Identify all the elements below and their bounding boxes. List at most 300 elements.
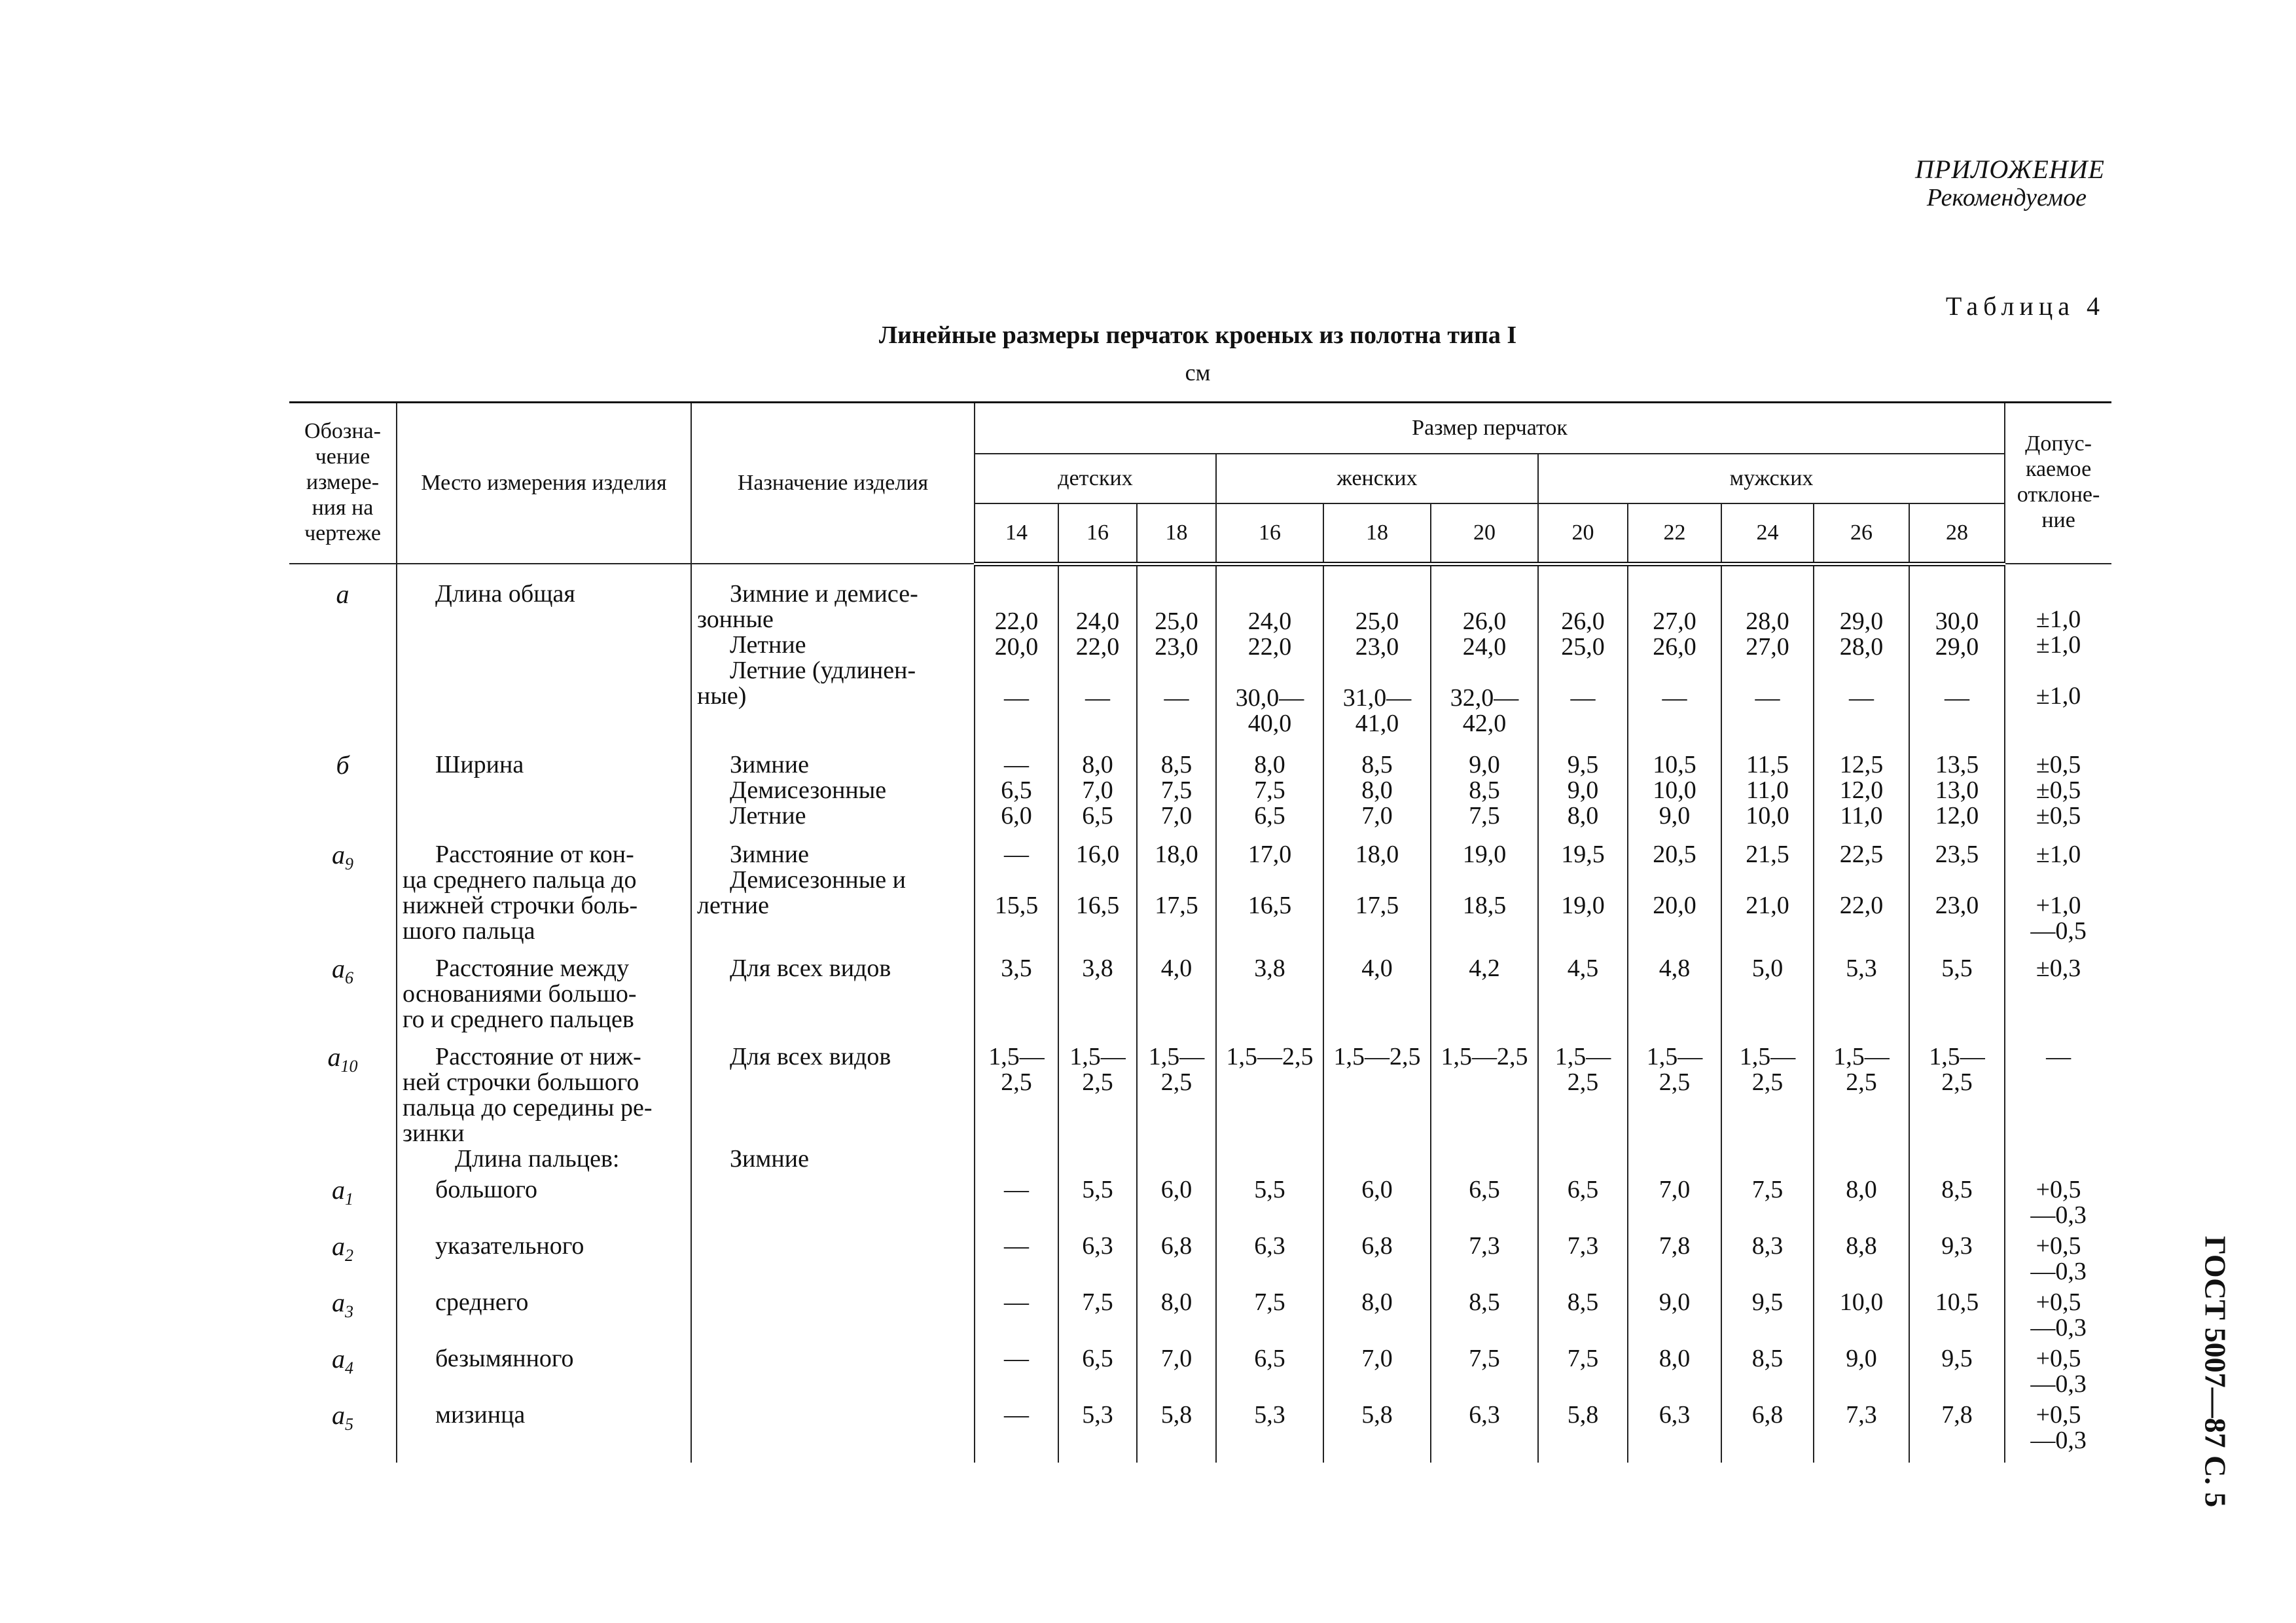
tolerance-value [2005, 867, 2111, 893]
size-value-cell [975, 564, 1058, 737]
size-value: 6,5 [1082, 801, 1113, 830]
tolerance-value: ±1,0 [2036, 606, 2081, 633]
header-place: Место измерения изделия [397, 403, 691, 564]
product-purpose [691, 737, 975, 829]
size-value-cell [975, 737, 1058, 829]
purpose-line [697, 1346, 974, 1372]
place-line: нижней строчки боль- [403, 891, 638, 919]
place-line: пальца до середины ре- [403, 1093, 653, 1122]
size-value: 25,0 [1561, 632, 1605, 661]
designation-symbol [289, 1341, 397, 1397]
size-value-cell [1814, 1341, 1909, 1397]
size-value [1814, 583, 1909, 609]
size-value-cell [1538, 1397, 1628, 1463]
size-value-cell [1814, 564, 1909, 737]
header-size-5: 20 [1431, 503, 1538, 564]
size-value: — [1004, 684, 1029, 712]
symbol-letter: a [332, 1400, 345, 1430]
product-purpose [691, 829, 975, 944]
tolerance-cell [2005, 737, 2111, 829]
size-value: 6,5 [1254, 1344, 1285, 1372]
size-value [1910, 711, 2004, 737]
size-value-cell [1538, 1341, 1628, 1397]
size-value: 2,5 [1160, 1068, 1193, 1096]
size-value: 29,0 [1935, 632, 1979, 661]
size-value: 10,0 [1653, 776, 1696, 804]
size-value: 22,0 [1075, 632, 1120, 661]
size-value-cell [1814, 1397, 1909, 1463]
size-value-cell [1628, 829, 1721, 944]
size-value: 40,0 [1247, 709, 1292, 737]
size-value-cell [1721, 1285, 1814, 1341]
size-value: — [1570, 684, 1596, 712]
size-value [1539, 583, 1627, 609]
size-value: 31,0— [1342, 684, 1412, 712]
symbol-subscript: 9 [345, 854, 353, 873]
size-value: 23,0 [1355, 632, 1399, 661]
dimensions-table [289, 401, 2111, 1463]
size-value: 4,0 [1361, 954, 1393, 982]
size-value: 5,3 [1082, 1400, 1113, 1429]
measurement-place [397, 944, 691, 1032]
header-size-3: 16 [1216, 503, 1323, 564]
size-value: 24,0 [1075, 607, 1120, 635]
symbol-letter: a [332, 1231, 345, 1261]
size-value: 6,5 [1567, 1175, 1599, 1203]
size-value: 1,5—2,5 [1441, 1042, 1528, 1070]
size-value: 5,3 [1846, 954, 1877, 982]
size-value: 8,8 [1846, 1231, 1877, 1260]
size-value [1910, 867, 2004, 893]
size-value: 11,5 [1746, 750, 1789, 778]
size-value: 5,8 [1361, 1400, 1393, 1429]
size-value-cell [1323, 564, 1431, 737]
place-line [403, 607, 691, 632]
size-value: 19,0 [1462, 840, 1507, 868]
symbol-letter: a [332, 1175, 345, 1205]
size-value: 8,0 [1361, 1288, 1393, 1316]
size-value-cell [1137, 564, 1216, 737]
size-value-cell [1431, 1285, 1538, 1341]
tolerance-value: —0,3 [2030, 1313, 2087, 1341]
purpose-line: Демисезонные [730, 776, 887, 804]
size-value: 9,0 [1659, 1288, 1691, 1316]
size-value: — [1945, 684, 1970, 712]
size-value: 22,0 [1247, 632, 1292, 661]
size-value: 23,0 [1935, 891, 1979, 919]
size-value: 24,0 [1247, 607, 1292, 635]
size-value-cell [1323, 1397, 1431, 1463]
size-value-cell [1628, 1285, 1721, 1341]
size-value-cell [1431, 1341, 1538, 1397]
size-value: 18,0 [1355, 840, 1399, 868]
size-value [1539, 711, 1627, 737]
size-value: 13,5 [1935, 750, 1979, 778]
size-value: 6,0 [1361, 1175, 1393, 1203]
size-value-cell [975, 829, 1058, 944]
size-value: 7,5 [1469, 1344, 1500, 1372]
purpose-line: Зимние [730, 840, 809, 868]
place-line: Длина общая [435, 580, 575, 608]
size-value [1431, 919, 1537, 944]
designation-symbol [289, 944, 397, 1032]
size-value: 8,5 [1567, 1288, 1599, 1316]
size-value: 7,5 [1160, 776, 1193, 804]
place-line: Расстояние от ниж- [435, 1042, 641, 1070]
size-value: 6,8 [1160, 1231, 1193, 1260]
size-value: 26,0 [1462, 607, 1507, 635]
size-value-cell [975, 1228, 1058, 1285]
size-value [1138, 660, 1215, 685]
size-value: 1,5— [1069, 1042, 1126, 1070]
designation-symbol [289, 1032, 397, 1172]
size-value-cell [1721, 1397, 1814, 1463]
size-value: — [1085, 684, 1110, 712]
size-value [975, 711, 1058, 737]
tolerance-cell [2005, 1285, 2111, 1341]
size-value: 25,0 [1155, 607, 1198, 635]
size-value: 9,5 [1751, 1288, 1784, 1316]
place-line: среднего [435, 1288, 529, 1316]
tolerance-value: —0,5 [2030, 917, 2087, 945]
purpose-line: Для всех видов [730, 1042, 891, 1070]
size-value [1910, 583, 2004, 609]
size-value: 20,0 [1653, 891, 1696, 919]
size-value-cell [1814, 1032, 1909, 1172]
size-value-cell [1058, 737, 1137, 829]
size-value: 10,0 [1746, 801, 1789, 830]
place-line [403, 658, 691, 684]
size-value: 23,0 [1155, 632, 1198, 661]
symbol-letter: a [332, 1287, 345, 1317]
designation-symbol [289, 1172, 397, 1228]
purpose-line [697, 919, 974, 944]
size-value-cell [1431, 1172, 1538, 1228]
header-group-women: женских [1216, 454, 1538, 503]
size-value-cell [1058, 1172, 1137, 1228]
size-value [1059, 867, 1136, 893]
purpose-line: зонные [697, 606, 774, 633]
size-value-cell [1431, 1397, 1538, 1463]
table-row [289, 1172, 2111, 1228]
size-value [1138, 711, 1215, 737]
size-value: 2,5 [1751, 1068, 1784, 1096]
tolerance-value: —0,3 [2030, 1370, 2087, 1398]
size-value: — [1004, 840, 1029, 868]
side-running-header [2189, 1198, 2242, 1545]
header-size-8: 24 [1721, 503, 1814, 564]
size-value: 25,0 [1355, 607, 1399, 635]
size-value: 7,8 [1659, 1231, 1691, 1260]
size-value [1217, 660, 1323, 685]
size-value-cell [1628, 1341, 1721, 1397]
tolerance-value: +0,5 [2036, 1288, 2081, 1316]
size-value: 9,3 [1941, 1231, 1973, 1260]
size-value-cell [1814, 737, 1909, 829]
product-purpose [691, 1228, 975, 1285]
size-value-cell [1323, 1172, 1431, 1228]
size-value-cell [1323, 1032, 1431, 1172]
purpose-line [697, 1095, 974, 1121]
purpose-line [697, 981, 974, 1007]
size-value: 7,5 [1254, 776, 1285, 804]
size-value-cell [1538, 829, 1628, 944]
size-value [1722, 711, 1813, 737]
appendix-title: ПРИЛОЖЕНИЕ [1915, 155, 2105, 184]
size-value-cell [1431, 737, 1538, 829]
size-value-cell [1538, 737, 1628, 829]
symbol-subscript: 10 [340, 1056, 358, 1076]
size-value: 13,0 [1935, 776, 1979, 804]
measurement-place [397, 737, 691, 829]
size-value-cell [1628, 1228, 1721, 1285]
size-value-cell [1431, 1228, 1538, 1285]
size-value: — [1004, 1175, 1029, 1203]
size-value: 5,5 [1082, 1175, 1113, 1203]
tolerance-value: —0,3 [2030, 1201, 2087, 1229]
size-value: 1,5—2,5 [1226, 1042, 1314, 1070]
purpose-line: ные) [697, 682, 747, 710]
designation-symbol [289, 1397, 397, 1463]
size-value: 8,0 [1567, 801, 1599, 830]
appendix-label [1915, 155, 2105, 211]
size-value-cell [975, 1285, 1058, 1341]
size-value-cell [1137, 829, 1216, 944]
size-value-cell [1323, 1285, 1431, 1341]
size-value: 4,8 [1659, 954, 1691, 982]
size-value-cell [1538, 944, 1628, 1032]
size-value [1431, 867, 1537, 893]
product-purpose [691, 564, 975, 737]
place-line: безымянного [435, 1344, 574, 1372]
size-value: 2,5 [1846, 1068, 1877, 1096]
size-value: 27,0 [1653, 607, 1696, 635]
symbol-subscript: 5 [345, 1414, 353, 1434]
measurement-place [397, 564, 691, 737]
size-value: 2,5 [1001, 1068, 1032, 1096]
tolerance-value: +1,0 [2036, 891, 2081, 919]
purpose-line: Зимние [730, 1144, 809, 1173]
size-value-cell [1058, 1228, 1137, 1285]
size-value: 19,0 [1561, 891, 1605, 919]
size-value: 7,5 [1254, 1288, 1285, 1316]
size-value-cell [1058, 829, 1137, 944]
size-value: 5,8 [1160, 1400, 1193, 1429]
size-value: 1,5— [1148, 1042, 1205, 1070]
tolerance-cell [2005, 564, 2111, 737]
place-line: Длина пальцев: [455, 1144, 620, 1173]
place-line: го и среднего пальцев [403, 1005, 634, 1033]
tolerance-cell [2005, 1172, 2111, 1228]
table-row [289, 737, 2111, 829]
size-value-cell [1909, 1172, 2005, 1228]
size-value-cell [1909, 1228, 2005, 1285]
place-line: указательного [435, 1231, 584, 1260]
size-value-cell [1323, 829, 1431, 944]
size-value-cell [1216, 1172, 1323, 1228]
size-value: 6,3 [1082, 1231, 1113, 1260]
size-value: 9,5 [1567, 750, 1599, 778]
product-purpose [691, 1032, 975, 1172]
size-value: 7,5 [1082, 1288, 1113, 1316]
tolerance-value: +0,5 [2036, 1344, 2081, 1372]
size-value-cell [975, 1397, 1058, 1463]
size-value: 8,5 [1941, 1175, 1973, 1203]
size-value-cell [1216, 1341, 1323, 1397]
symbol-letter: a [332, 1343, 345, 1374]
size-value: 2,5 [1082, 1068, 1113, 1096]
tolerance-value: ±1,0 [2036, 840, 2081, 868]
place-line: Расстояние от кон- [435, 840, 634, 868]
purpose-line [697, 1402, 974, 1428]
size-value-cell [1216, 1228, 1323, 1285]
size-value-cell [1058, 1341, 1137, 1397]
size-value: — [1004, 1400, 1029, 1429]
size-value: 9,0 [1469, 750, 1500, 778]
size-value: 8,0 [1846, 1175, 1877, 1203]
size-value: 5,3 [1254, 1400, 1285, 1429]
size-value [1217, 867, 1323, 893]
size-value: 6,8 [1751, 1400, 1784, 1429]
size-value: 1,5— [1646, 1042, 1703, 1070]
size-value: 15,5 [994, 891, 1039, 919]
size-value: 10,0 [1839, 1288, 1884, 1316]
place-line [403, 632, 691, 658]
tolerance-value: —0,3 [2030, 1426, 2087, 1454]
size-value-cell [1538, 1172, 1628, 1228]
size-value [975, 867, 1058, 893]
size-value-cell [1058, 1285, 1137, 1341]
size-value-cell [1721, 1228, 1814, 1285]
size-value: 7,8 [1941, 1400, 1973, 1429]
size-value: 7,0 [1361, 1344, 1393, 1372]
header-size-1: 16 [1058, 503, 1137, 564]
size-value [1722, 919, 1813, 944]
size-value-cell [1216, 1285, 1323, 1341]
size-value: — [1004, 1344, 1029, 1372]
size-value: 30,0— [1235, 684, 1304, 712]
tolerance-value: +0,5 [2036, 1175, 2081, 1203]
size-value: 7,3 [1846, 1400, 1877, 1429]
size-value [1324, 867, 1430, 893]
size-value: 12,5 [1839, 750, 1884, 778]
product-purpose [691, 1285, 975, 1341]
size-value-cell [975, 1341, 1058, 1397]
size-value: 42,0 [1462, 709, 1507, 737]
header-size-2: 18 [1137, 503, 1216, 564]
header-size-group: Размер перчаток [975, 403, 2005, 454]
symbol-letter: a [332, 839, 345, 869]
measurement-place [397, 1032, 691, 1172]
size-value-cell [1814, 1285, 1909, 1341]
tolerance-value: ±0,5 [2036, 750, 2081, 778]
tolerance-cell [2005, 1228, 2111, 1285]
size-value: 12,0 [1935, 801, 1979, 830]
size-value [1138, 583, 1215, 609]
table-title: Линейные размеры перчаток кроеных из полотна типа I [878, 321, 1517, 349]
tolerance-value: ±0,5 [2036, 801, 2081, 830]
purpose-line: Для всех видов [730, 954, 891, 982]
size-value: 2,5 [1941, 1068, 1973, 1096]
size-value-cell [1814, 1228, 1909, 1285]
tolerance-value: — [2046, 1042, 2072, 1070]
purpose-line: Летние [730, 631, 806, 659]
size-value: 26,0 [1653, 632, 1696, 661]
size-value: 1,5— [988, 1042, 1045, 1070]
size-value: 18,0 [1155, 840, 1198, 868]
tolerance-value: ±0,5 [2036, 776, 2081, 804]
size-value [1324, 1070, 1430, 1095]
size-value: — [1164, 684, 1189, 712]
size-value-cell [1216, 829, 1323, 944]
size-value-cell [975, 944, 1058, 1032]
measurement-place [397, 1341, 691, 1397]
size-value-cell [1628, 1397, 1721, 1463]
table-row [289, 1397, 2111, 1463]
tolerance-value: +0,5 [2036, 1231, 2081, 1260]
size-value: 4,0 [1160, 954, 1193, 982]
size-value-cell [1721, 564, 1814, 737]
size-value-cell [1431, 944, 1538, 1032]
size-value: 8,0 [1361, 776, 1393, 804]
size-value: 4,2 [1469, 954, 1500, 982]
size-value-cell [1721, 1032, 1814, 1172]
purpose-line [697, 1121, 974, 1146]
place-line: ней строчки большого [403, 1068, 639, 1096]
size-value [1628, 660, 1721, 685]
size-value: 6,8 [1361, 1231, 1393, 1260]
size-value: 7,3 [1567, 1231, 1599, 1260]
size-value-cell [1323, 737, 1431, 829]
size-value: 11,0 [1746, 776, 1789, 804]
size-value: 8,5 [1751, 1344, 1784, 1372]
size-value [1431, 583, 1537, 609]
size-value: 4,5 [1567, 954, 1599, 982]
size-value: 7,3 [1469, 1231, 1500, 1260]
size-value: 21,0 [1746, 891, 1789, 919]
tolerance-value: —0,3 [2030, 1257, 2087, 1285]
header-size-10: 28 [1909, 503, 2005, 564]
size-value: — [1004, 750, 1029, 778]
size-value: 6,5 [1254, 801, 1285, 830]
purpose-line: Зимние и демисе- [730, 580, 918, 608]
size-value: 8,5 [1361, 750, 1393, 778]
size-value: 1,5— [1554, 1042, 1611, 1070]
tolerance-value: +0,5 [2036, 1400, 2081, 1429]
appendix-status: Рекомендуемое [1926, 184, 2087, 211]
size-value-cell [1628, 737, 1721, 829]
size-value-cell [1058, 944, 1137, 1032]
table-body [289, 564, 2111, 1463]
size-value: 16,5 [1247, 891, 1292, 919]
size-value: 9,0 [1659, 801, 1691, 830]
size-value: 7,5 [1469, 801, 1500, 830]
size-value-cell [1721, 944, 1814, 1032]
size-value-cell [1137, 737, 1216, 829]
size-value [1324, 919, 1430, 944]
purpose-line: Летние (удлинен- [730, 657, 916, 684]
size-value: 6,3 [1469, 1400, 1500, 1429]
size-value [1628, 711, 1721, 737]
size-value-cell [1628, 944, 1721, 1032]
product-purpose [691, 1341, 975, 1397]
header-designation: Обозна- чение измере- ния на чертеже [289, 403, 397, 564]
header-size-4: 18 [1323, 503, 1431, 564]
purpose-line: Летние [730, 801, 806, 830]
side-label: ГОСТ 5007—87 С. 5 [2198, 1235, 2233, 1508]
size-value: 1,5— [1929, 1042, 1985, 1070]
header-size-7: 22 [1628, 503, 1721, 564]
